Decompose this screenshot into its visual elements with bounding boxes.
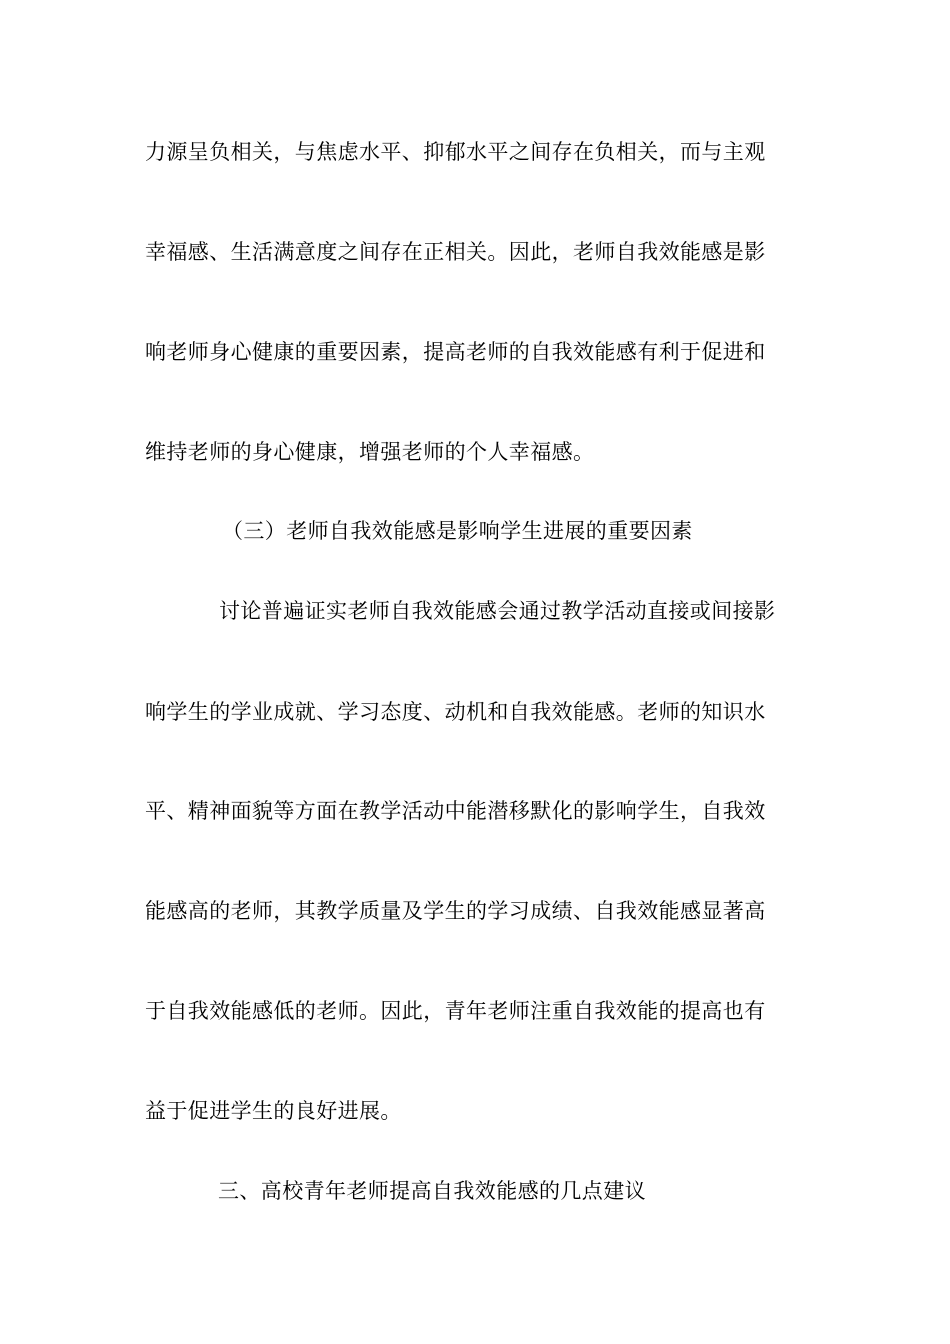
body-text-line: 讨论普遍证实老师自我效能感会通过教学活动直接或间接影 — [219, 599, 776, 623]
section-heading: 三、高校青年老师提高自我效能感的几点建议 — [218, 1179, 646, 1203]
body-text-line: 力源呈负相关，与焦虑水平、抑郁水平之间存在负相关，而与主观 — [145, 140, 766, 164]
body-text-line: 于自我效能感低的老师。因此，青年老师注重自我效能的提高也有 — [145, 999, 766, 1023]
body-text-line: 响学生的学业成就、学习态度、动机和自我效能感。老师的知识水 — [145, 700, 766, 724]
body-text-line: 响老师身心健康的重要因素，提高老师的自我效能感有利于促进和 — [145, 340, 766, 364]
body-text-line: 益于促进学生的良好进展。 — [145, 1099, 402, 1123]
body-text-line: 幸福感、生活满意度之间存在正相关。因此，老师自我效能感是影 — [145, 240, 766, 264]
body-text-line: 维持老师的身心健康，增强老师的个人幸福感。 — [145, 440, 595, 464]
body-text-line: 平、精神面貌等方面在教学活动中能潜移默化的影响学生，自我效 — [145, 799, 766, 823]
subsection-heading: （三）老师自我效能感是影响学生进展的重要因素 — [222, 519, 693, 543]
body-text-line: 能感高的老师，其教学质量及学生的学习成绩、自我效能感显著高 — [145, 899, 766, 923]
